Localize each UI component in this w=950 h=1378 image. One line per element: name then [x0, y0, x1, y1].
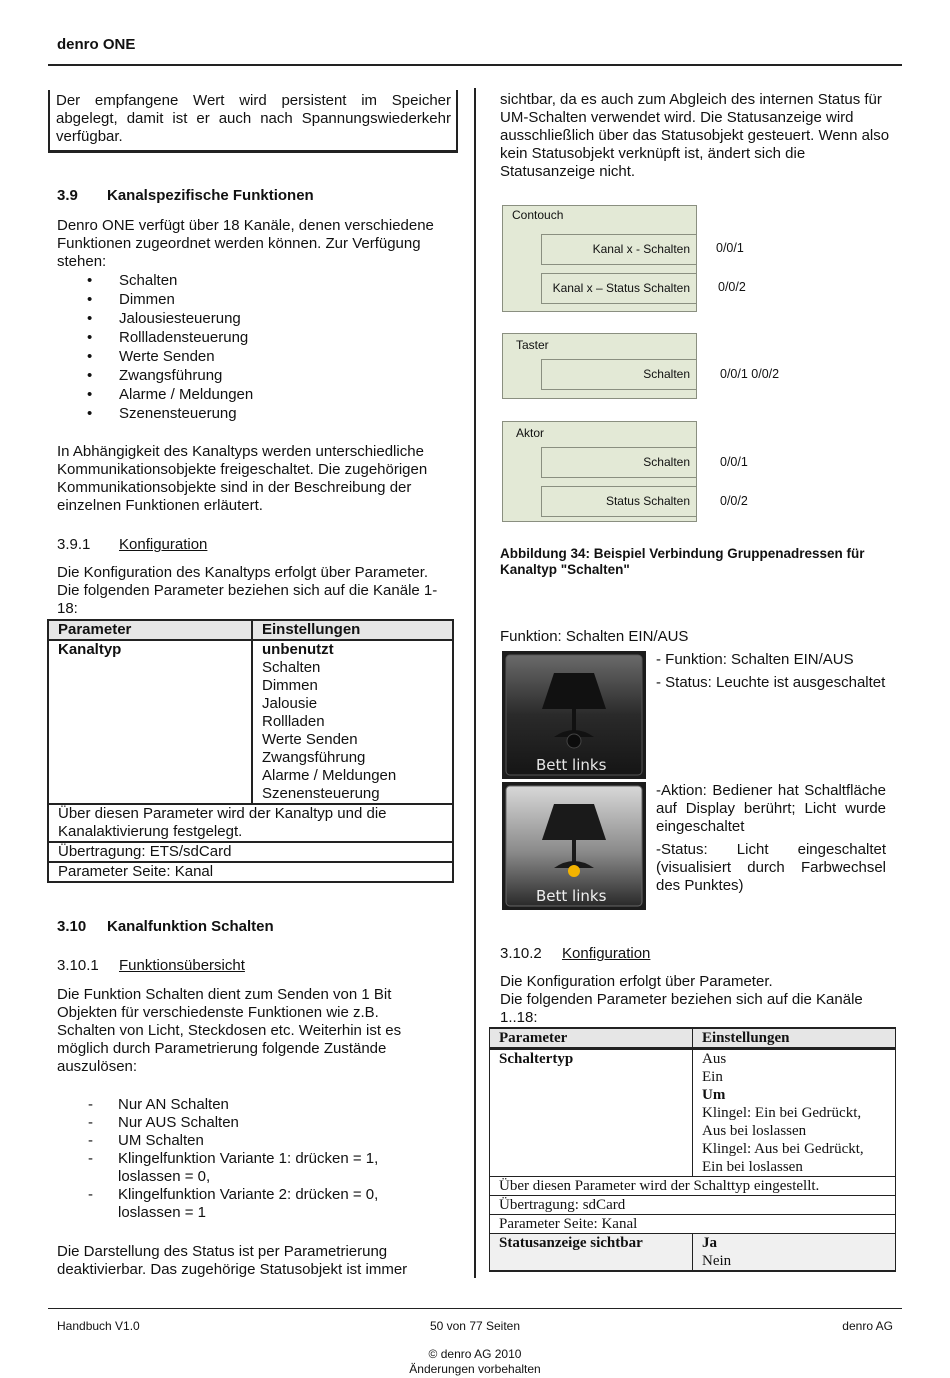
list-item: • Zwangsführung	[57, 366, 447, 385]
list-item: - Nur AN Schalten	[57, 1096, 407, 1114]
section-3-10-2-text: Die Konfiguration erfolgt über Parameter. Die folgenden Parameter beziehen sich auf die Kanäle 1..18:	[500, 973, 863, 1026]
list-item: • Schalten	[57, 271, 447, 290]
taster-row-switch: Schalten	[541, 359, 697, 390]
param-options: Ja Nein	[693, 1234, 896, 1272]
button-on-image	[502, 782, 646, 910]
contouch-row-switch: Kanal x - Schalten	[541, 234, 697, 265]
header-rule	[48, 64, 902, 66]
status-continuation-text: sichtbar, da es auch zum Abgleich des internen Status für UM-Schalten verwendet wird. Die Statusanzeige wird ausschließlich über das Statusobjekt gesteuert. Wenn also kein Statusobjekt verknüpft ist, ändert sich die Statusanzeige nicht.	[500, 91, 890, 180]
group-address: 0/0/1	[720, 455, 748, 469]
channel-function-list	[57, 271, 447, 423]
section-3-10-1-text: Die Funktion Schalten dient zum Senden von 1 Bit Objekten für verschiedenste Funktionen wie z.B. Schalten von Licht, Steckdosen etc. Weiterhin ist es möglich durch Parametrierung folgende Zustände auszulösen:	[57, 986, 402, 1075]
list-item: • Alarme / Meldungen	[57, 385, 447, 404]
group-address: 0/0/2	[720, 494, 748, 508]
footer-disclaimer: Änderungen vorbehalten	[409, 1362, 541, 1376]
button-off-image	[502, 651, 646, 779]
switch-mode-list	[57, 1096, 407, 1222]
aktor-row-switch: Schalten	[541, 447, 697, 478]
note-box: Der empfangene Wert wird persistent im Speicher abgelegt, damit ist er auch nach Spannungswiederkehr verfügbar.	[48, 90, 458, 153]
list-item: • Szenensteuerung	[57, 404, 447, 423]
list-item: • Jalousiesteuerung	[57, 309, 447, 328]
kanaltyp-parameter-table	[47, 619, 454, 883]
section-3-9-intro: Denro ONE verfügt über 18 Kanäle, denen verschiedene Funktionen zugeordnet werden können. Zur Verfügung stehen:	[57, 217, 434, 270]
section-3-10-1-heading: 3.10.1 Funktionsübersicht	[57, 957, 245, 974]
table-header: Einstellungen	[252, 620, 453, 640]
list-item: • Dimmen	[57, 290, 447, 309]
table-header: Einstellungen	[693, 1028, 896, 1049]
param-page: Parameter Seite: Kanal	[490, 1215, 896, 1234]
function-desc-1: - Funktion: Schalten EIN/AUS	[656, 651, 854, 668]
footer-right: denro AG	[842, 1319, 893, 1333]
figure-caption: Abbildung 34: Beispiel Verbindung Gruppenadressen für Kanaltyp "Schalten"	[500, 546, 865, 577]
list-item: - Nur AUS Schalten	[57, 1114, 407, 1132]
schaltertyp-parameter-table	[489, 1027, 896, 1272]
list-item: - Klingelfunktion Variante 2: drücken = 0, loslassen = 1	[57, 1186, 407, 1222]
aktor-row-status: Status Schalten	[541, 486, 697, 517]
param-options: unbenutzt Schalten Dimmen Jalousie Rollladen Werte Senden Zwangsführung Alarme / Meldungen Szenensteuerung	[252, 640, 453, 804]
section-3-10-heading: 3.10 Kanalfunktion Schalten	[57, 918, 274, 935]
param-transfer: Übertragung: sdCard	[490, 1196, 896, 1215]
param-description: Über diesen Parameter wird der Schalttyp eingestellt.	[490, 1177, 896, 1196]
contouch-box: Contouch	[502, 205, 697, 312]
function-title: Funktion: Schalten EIN/AUS	[500, 628, 689, 645]
section-3-10-1-para: Die Darstellung des Status ist per Parametrierung deaktivierbar. Das zugehörige Statusobjekt ist immer	[57, 1243, 408, 1278]
param-name: Schaltertyp	[490, 1049, 693, 1177]
button-label: Bett links	[536, 887, 607, 905]
param-options: Aus Ein Um Klingel: Ein bei Gedrückt, Aus bei loslassen Klingel: Aus bei Gedrückt, Ein bei loslassen	[693, 1049, 896, 1177]
section-3-9-heading: 3.9 Kanalspezifische Funktionen	[57, 187, 314, 204]
function-desc-3: -Aktion: Bediener hat Schaltfläche auf Display berührt; Licht wurde eingeschaltet	[656, 782, 886, 835]
section-3-9-1-heading: 3.9.1 Konfiguration	[57, 536, 208, 553]
list-item: • Rollladensteuerung	[57, 328, 447, 347]
table-header: Parameter	[490, 1028, 693, 1049]
list-item: - UM Schalten	[57, 1132, 407, 1150]
param-name: Kanaltyp	[48, 640, 252, 804]
footer-left: Handbuch V1.0	[57, 1319, 140, 1333]
section-3-9-1-text: Die Konfiguration des Kanaltyps erfolgt über Parameter. Die folgenden Parameter beziehen sich auf die Kanäle 1- 18:	[57, 564, 438, 617]
footer-rule	[48, 1308, 902, 1309]
param-name: Statusanzeige sichtbar	[490, 1234, 693, 1272]
group-address: 0/0/1	[716, 241, 744, 255]
footer-copyright: © denro AG 2010	[428, 1347, 522, 1361]
section-3-10-2-heading: 3.10.2 Konfiguration	[500, 945, 651, 962]
function-desc-2: - Status: Leuchte ist ausgeschaltet	[656, 674, 886, 691]
contouch-row-status: Kanal x – Status Schalten	[541, 273, 697, 304]
param-description: Über diesen Parameter wird der Kanaltyp und die Kanalaktivierung festgelegt.	[48, 804, 453, 842]
param-page: Parameter Seite: Kanal	[48, 862, 453, 882]
table-header: Parameter	[48, 620, 252, 640]
param-transfer: Übertragung: ETS/sdCard	[48, 842, 453, 862]
section-3-9-para: In Abhängigkeit des Kanaltyps werden unterschiedliche Kommunikationsobjekte freigeschaltet. Die zugehörigen Kommunikationsobjekte sind in der Beschreibung der einzelnen Funktionen erläutert.	[57, 443, 428, 514]
list-item: - Klingelfunktion Variante 1: drücken = 1, loslassen = 0,	[57, 1150, 407, 1186]
column-divider	[474, 88, 476, 1278]
footer-page-number: 50 von 77 Seiten	[429, 1319, 521, 1333]
list-item: • Werte Senden	[57, 347, 447, 366]
function-desc-4: -Status: Licht eingeschaltet (visualisiert durch Farbwechsel des Punktes)	[656, 841, 886, 894]
group-address: 0/0/1 0/0/2	[720, 367, 780, 381]
button-label: Bett links	[536, 756, 607, 774]
taster-box: Taster	[502, 333, 697, 399]
page-header: denro ONE	[57, 36, 136, 53]
aktor-box: Aktor	[502, 421, 697, 522]
group-address: 0/0/2	[718, 280, 746, 294]
